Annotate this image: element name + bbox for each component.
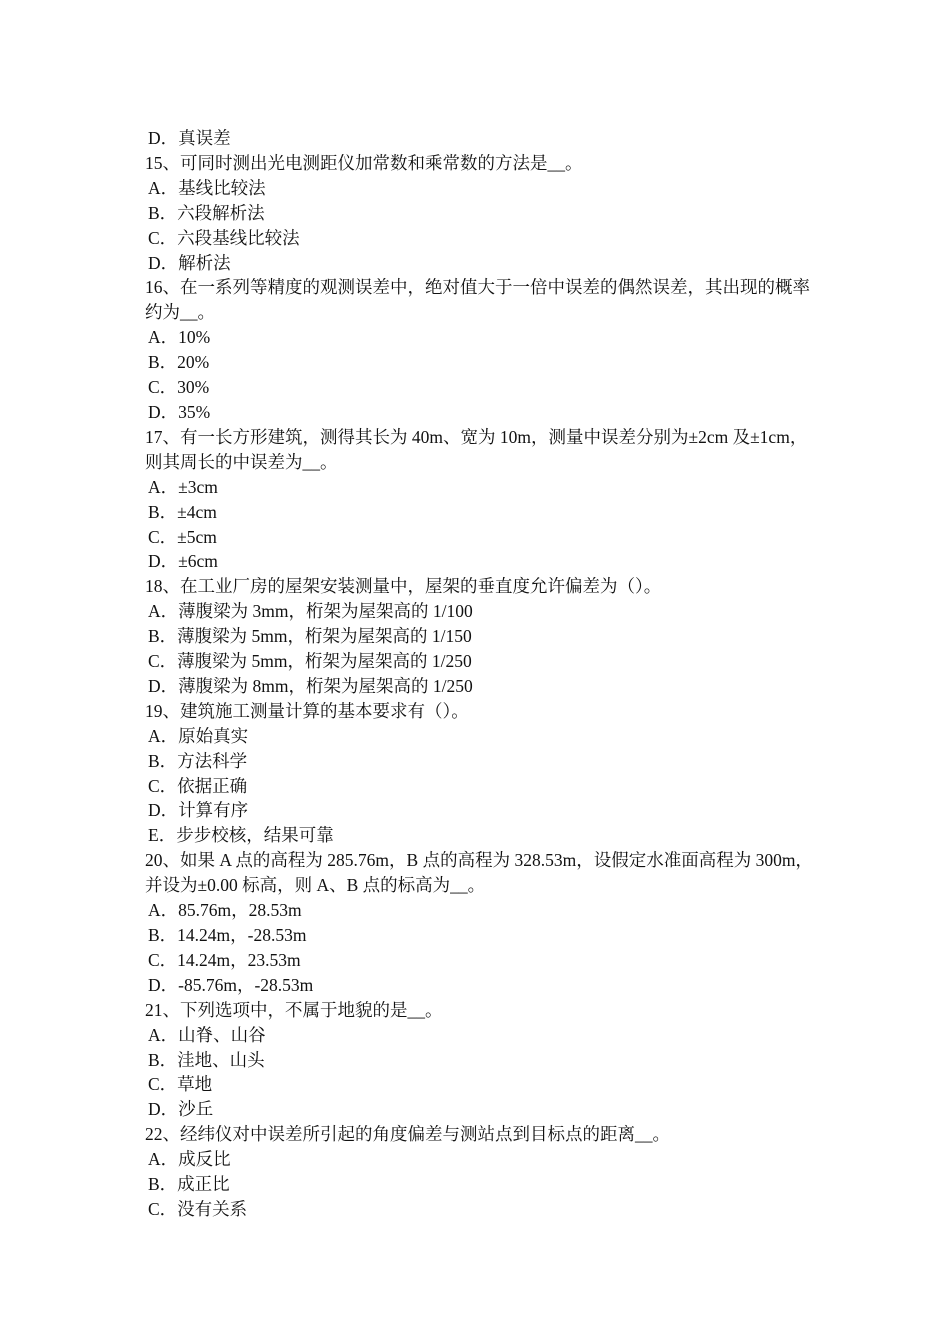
answer-option: C．草地 <box>148 1074 213 1095</box>
answer-option: B．薄腹梁为 5mm，桁架为屋架高的 1/150 <box>148 626 472 647</box>
question-text: 19、建筑施工测量计算的基本要求有（）。 <box>145 700 469 721</box>
answer-option: A．薄腹梁为 3mm，桁架为屋架高的 1/100 <box>148 601 473 622</box>
answer-option: C．六段基线比较法 <box>148 227 300 248</box>
answer-option: C．±5cm <box>148 526 217 547</box>
answer-option: C．14.24m，23.53m <box>148 949 301 970</box>
answer-option: A．10% <box>148 327 211 348</box>
answer-option: A．山脊、山谷 <box>148 1024 266 1045</box>
answer-option: B．成正比 <box>148 1174 230 1195</box>
answer-option: C．依据正确 <box>148 775 248 796</box>
answer-option: D．-85.76m，-28.53m <box>148 974 314 995</box>
answer-option: E．步步校核，结果可靠 <box>148 825 334 846</box>
answer-option: B．14.24m，-28.53m <box>148 925 307 945</box>
question-text: 22、经纬仪对中误差所引起的角度偏差与测站点到目标点的距离__。 <box>145 1124 670 1145</box>
answer-option: D．沙丘 <box>148 1099 214 1120</box>
answer-option: D．计算有序 <box>148 800 249 821</box>
answer-option: D．解析法 <box>148 252 231 273</box>
question-text: 20、如果 A 点的高程为 285.76m，B 点的高程为 328.53m，设假定水准面高程为 300m，并设为±0.00 标高，则 A、B 点的标高为__。 <box>145 850 813 896</box>
answer-option: B．20% <box>148 352 210 373</box>
answer-option: B．方法科学 <box>148 750 248 771</box>
answer-option: A．原始真实 <box>148 725 249 746</box>
question-text: 15、可同时测出光电测距仪加常数和乘常数的方法是__。 <box>145 152 583 173</box>
document-body <box>145 126 815 1222</box>
question-text: 16、在一系列等精度的观测误差中，绝对值大于一倍中误差的偶然误差，其出现的概率约为__。 <box>145 277 810 323</box>
answer-option: D．真误差 <box>148 128 231 148</box>
answer-option: D．±6cm <box>148 551 218 572</box>
answer-option: D．薄腹梁为 8mm，桁架为屋架高的 1/250 <box>148 675 473 696</box>
answer-option: C．没有关系 <box>148 1198 248 1219</box>
answer-option: A．85.76m，28.53m <box>148 900 302 921</box>
answer-option: A．基线比较法 <box>148 177 266 198</box>
answer-option: A．±3cm <box>148 476 218 497</box>
answer-option: C．薄腹梁为 5mm，桁架为屋架高的 1/250 <box>148 651 472 672</box>
question-text: 18、在工业厂房的屋架安装测量中，屋架的垂直度允许偏差为（）。 <box>145 576 662 597</box>
answer-option: A．成反比 <box>148 1149 231 1170</box>
answer-option: D．35% <box>148 401 211 422</box>
answer-option: B．±4cm <box>148 501 217 522</box>
question-text: 21、下列选项中，不属于地貌的是__。 <box>145 999 443 1020</box>
answer-option: B．洼地、山头 <box>148 1049 265 1070</box>
answer-option: C．30% <box>148 377 210 398</box>
question-text: 17、有一长方形建筑，测得其长为 40m、宽为 10m，测量中误差分别为±2cm 及±1cm，则其周长的中误差为__。 <box>145 426 808 472</box>
answer-option: B．六段解析法 <box>148 202 265 223</box>
